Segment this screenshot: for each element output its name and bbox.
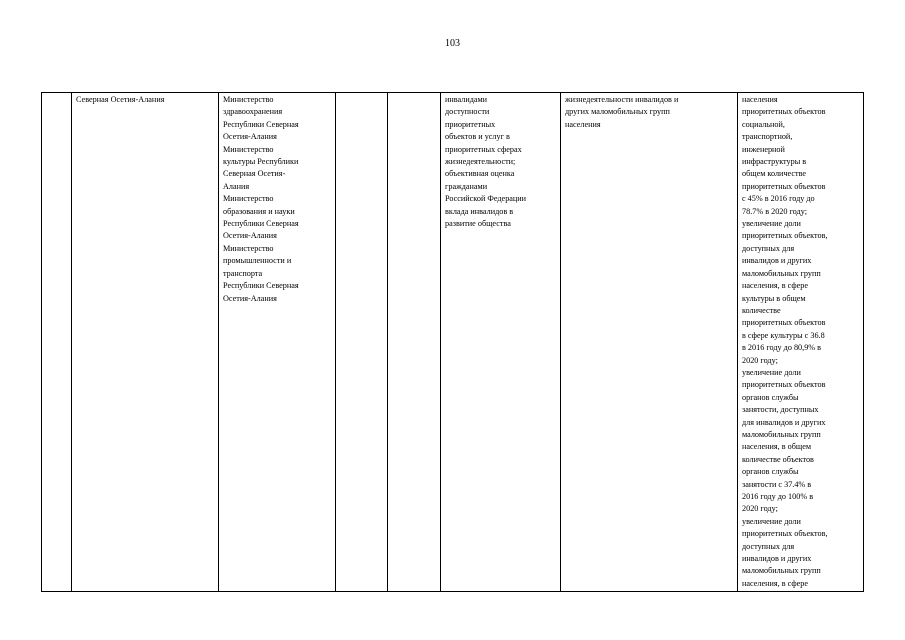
cell-expected-results: инвалидами доступности приоритетных объектов и услуг в приоритетных сферах жизнедеятельности; объективная оценка гражданами Российской Федерации вклада инвалидов в развитие общества: [441, 93, 561, 592]
program-table: [41, 92, 864, 592]
cell-goals: жизнедеятельности инвалидов и других маломобильных групп населения: [561, 93, 738, 592]
cell-region: Северная Осетия-Алания: [72, 93, 219, 592]
cell-index: [42, 93, 72, 592]
cell-empty-1: [336, 93, 388, 592]
cell-empty-2: [388, 93, 441, 592]
table-row: [42, 93, 864, 592]
cell-indicators: населения приоритетных объектов социальной, транспортной, инженерной инфраструктуры в общем количестве приоритетных объектов с 45% в 2016 году до 78.7% в 2020 году; увеличение доли приоритетных объектов, доступных для инвалидов и других маломобильных групп населения, в сфере культуры в общем количестве приоритетных объектов в сфере культуры с 36.8 в 2016 году до 80,9% в 2020 году; увеличение доли приоритетных объектов органов службы занятости, доступных для инвалидов и других маломобильных групп населения, в общем количестве объектов органов службы занятости с 37.4% в 2016 году до 100% в 2020 году; увеличение доли приоритетных объектов, доступных для инвалидов и других маломобильных групп населения, в сфере: [738, 93, 864, 592]
cell-responsible-bodies: Министерство здравоохранения Республики Северная Осетия-Алания Министерство культуры Республики Северная Осетия- Алания Министерство образования и науки Республики Северная Осетия-Алания Министерство промышленности и транспорта Республики Северная Осетия-Алания: [219, 93, 336, 592]
page-number: 103: [445, 38, 460, 49]
